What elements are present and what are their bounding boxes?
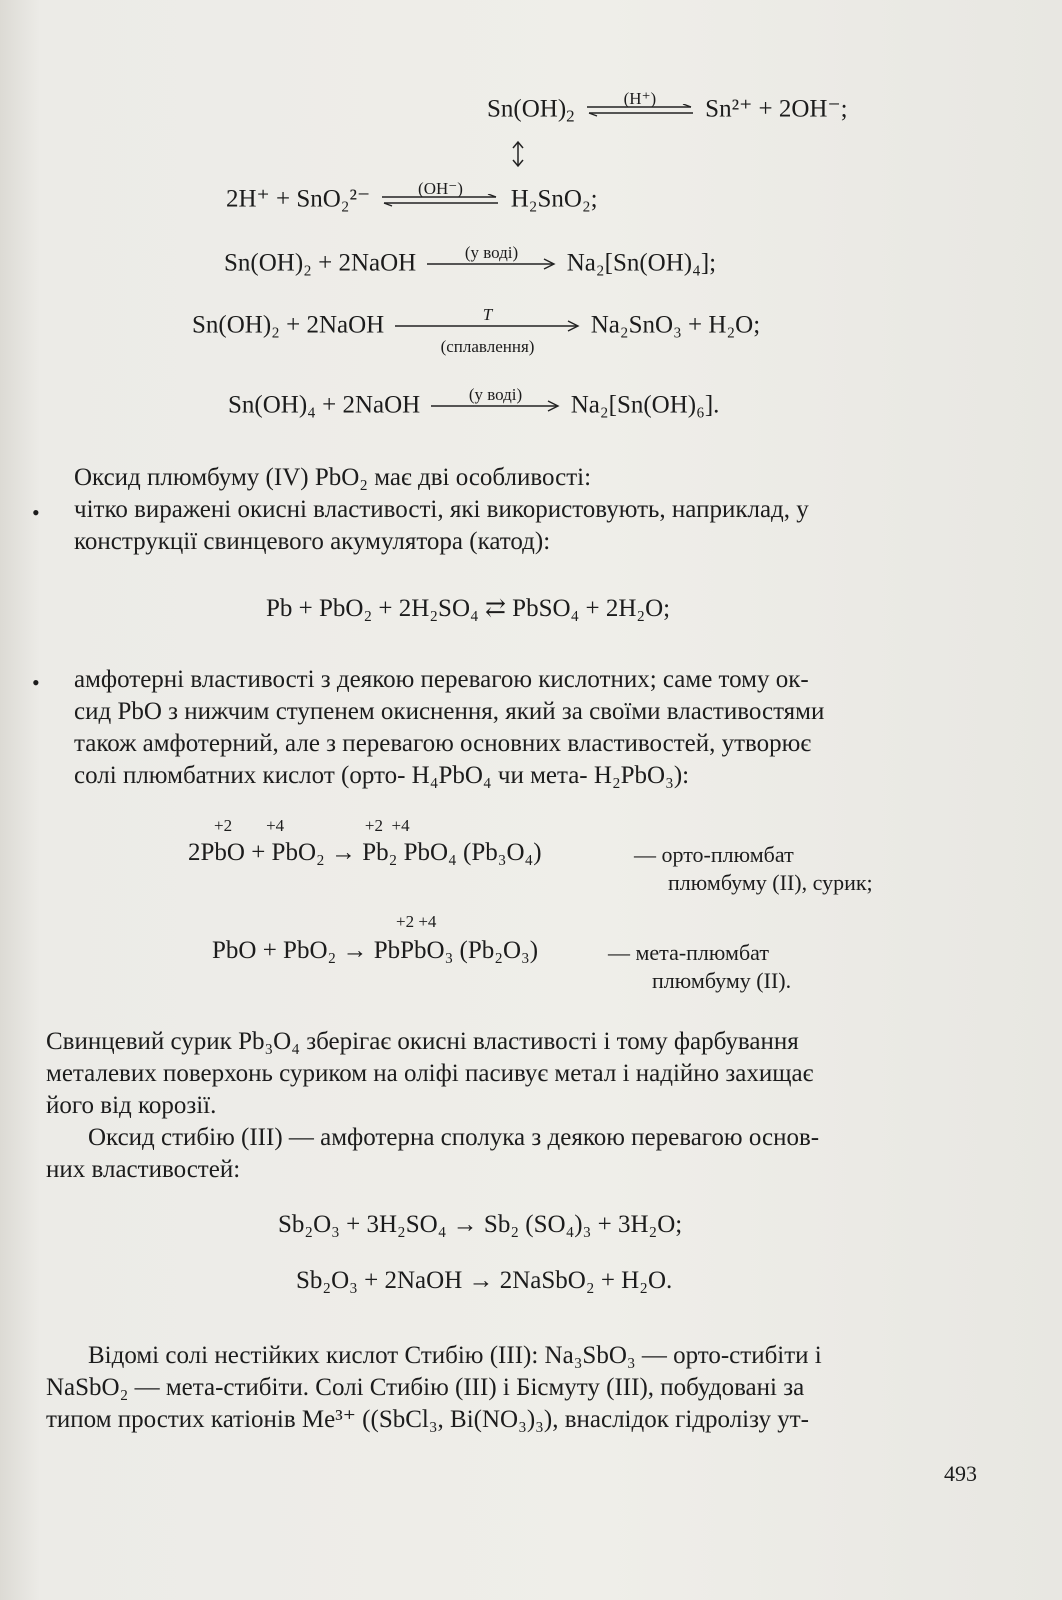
eq3-left: Sn(OH)₂ + 2NaOH <box>224 249 417 277</box>
reaction-arrow <box>427 243 557 280</box>
paragraph-2-line-3: його від корозії. <box>46 1092 217 1119</box>
paragraph-sb2o3 <box>46 1122 1036 1186</box>
paragraph-4-line-3: типом простих катіонів Me³⁺ ((SbCl₃, Bi(NO₃)₃), внаслідок гідролізу ут- <box>46 1406 809 1433</box>
eq5-left: Sn(OH)₄ + 2NaOH <box>228 391 421 419</box>
paragraph-2-line-2: металевих поверхонь суриком на оліфі пасивує метал і надійно захищає <box>46 1060 814 1087</box>
eq8-note-line-1: — мета-плюмбат <box>608 940 769 965</box>
reaction-arrow <box>395 305 581 356</box>
bullet-1 <box>74 494 1034 558</box>
bullet-dot-icon: • <box>32 500 40 525</box>
right-arrow-icon <box>427 258 557 272</box>
page-number: 493 <box>944 1461 977 1486</box>
updown-arrow-icon <box>510 140 526 173</box>
paragraph-2-line-1: Свинцевий сурик Pb₃O₄ зберігає окисні властивості і тому фарбування <box>46 1028 799 1055</box>
bullet-2-line-3: також амфотерний, але з перевагою основних властивостей, утворює <box>74 730 812 757</box>
eq4-condition-bottom: (сплавлення) <box>440 337 535 356</box>
reaction-arrow <box>431 385 561 422</box>
equation-6: Pb + PbO₂ + 2H₂SO₄ ⇄ PbSO₄ + 2H₂O; <box>266 595 671 622</box>
eq7-note-line-2: плюмбуму (II), сурик; <box>668 870 873 895</box>
paragraph-minium <box>46 1026 1036 1122</box>
equation-8: PbO + PbO₂ → PbPbO₃ (Pb₂O₃) <box>212 937 539 964</box>
eq7-oxidation-states: +2 +4 +2 +4 <box>214 816 410 835</box>
eq4-left: Sn(OH)₂ + 2NaOH <box>192 311 385 339</box>
right-arrow-icon <box>395 320 581 334</box>
equilibrium-arrow <box>380 179 500 216</box>
eq1-right: Sn²⁺ + 2OH⁻; <box>705 95 848 123</box>
right-arrow-icon <box>431 400 561 414</box>
eq2-right: H₂SnO₂; <box>510 185 598 213</box>
eq8-note-line-2: плюмбуму (II). <box>652 968 792 993</box>
eq4-condition-top: T <box>482 305 493 324</box>
eq7-note-line-1: — орто-плюмбат <box>634 842 794 867</box>
eq1-condition: (H⁺) <box>623 89 657 108</box>
equation-9: Sb₂O₃ + 3H₂SO₄ → Sb₂ (SO₄)₃ + 3H₂O; <box>278 1211 683 1238</box>
eq2-condition: (OH⁻) <box>418 179 463 198</box>
equilibrium-arrow-icon <box>585 104 695 118</box>
paragraph-pbo2-intro: Оксид плюмбуму (IV) PbO₂ має дві особливості: <box>74 464 592 491</box>
equilibrium-arrow <box>585 89 695 126</box>
eq8-oxidation-states: +2 +4 <box>396 912 437 931</box>
equation-1 <box>487 89 848 126</box>
bullet-2-line-4: солі плюмбатних кислот (орто- H₄PbO₄ чи мета- H₂PbO₃): <box>74 762 690 789</box>
eq3-condition: (у воді) <box>464 243 519 262</box>
paragraph-3-line-2: них властивостей: <box>46 1156 241 1183</box>
eq5-right: Na₂[Sn(OH)₆]. <box>570 391 720 419</box>
bullet-1-line-1: чітко виражені окисні властивості, які використовують, наприклад, у <box>74 496 809 523</box>
equation-5 <box>228 385 720 422</box>
equation-10: Sb₂O₃ + 2NaOH → 2NaSbO₂ + H₂O. <box>296 1267 673 1294</box>
equation-4 <box>192 305 761 356</box>
equation-3 <box>224 243 717 280</box>
paragraph-4-line-1: Відомі солі нестійких кислот Стибію (III): Na₃SbO₃ — орто-стибіти і <box>88 1342 822 1369</box>
paragraph-3-line-1: Оксид стибію (III) — амфотерна сполука з деякою перевагою основ- <box>88 1124 820 1151</box>
paragraph-stibites <box>46 1340 1036 1436</box>
equilibrium-arrow-icon <box>380 194 500 208</box>
equation-2 <box>226 179 598 216</box>
eq5-condition: (у воді) <box>468 385 523 404</box>
equation-7: 2PbO + PbO₂ → Pb₂ PbO₄ (Pb₃O₄) <box>188 839 542 866</box>
eq1-left: Sn(OH) <box>487 95 567 123</box>
bullet-1-line-2: конструкції свинцевого акумулятора (катод): <box>74 528 551 555</box>
eq4-right: Na₂SnO₃ + H₂O; <box>590 311 761 339</box>
eq3-right: Na₂[Sn(OH)₄]; <box>566 249 717 277</box>
eq1-sub: 2 <box>566 106 575 126</box>
eq2-left: 2H⁺ + SnO₂²⁻ <box>226 185 371 213</box>
bullet-2 <box>74 664 1034 792</box>
bullet-2-line-2: сид PbO з нижчим ступенем окиснення, який за своїми властивостями <box>74 698 825 725</box>
bullet-dot-icon: • <box>32 670 40 695</box>
paragraph-4-line-2: NaSbO₂ — мета-стибіти. Солі Стибію (III) і Бісмуту (III), побудовані за <box>46 1374 805 1401</box>
bullet-2-line-1: амфотерні властивості з деякою перевагою кислотних; саме тому ок- <box>74 666 809 693</box>
